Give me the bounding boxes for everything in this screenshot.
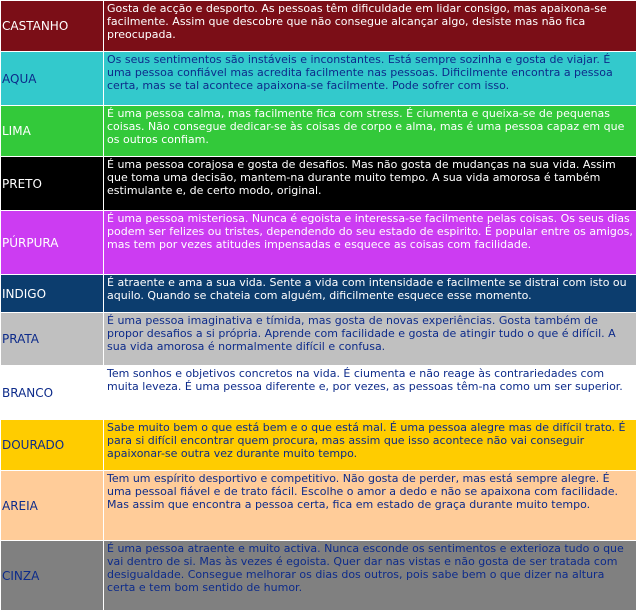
color-row bbox=[1, 471, 637, 541]
color-row bbox=[1, 106, 637, 157]
color-name-cell: DOURADO bbox=[1, 420, 104, 471]
color-name-cell: CINZA bbox=[1, 541, 104, 611]
color-row bbox=[1, 313, 637, 366]
color-description-cell: Sabe muito bem o que está bem e o que está mal. É uma pessoa alegre mas de difícil trato. É para si difícil encontrar quem procura, mas assim que isso acontece não vai conseguir apaixonar-se outra vez durante muito tempo. bbox=[104, 420, 637, 471]
color-description-cell: Tem sonhos e objetivos concretos na vida. É ciumenta e não reage às contrariedades com muita leveza. É uma pessoa diferente e, por vezes, as pessoas têm-na como um ser superior. bbox=[104, 366, 637, 420]
color-row bbox=[1, 211, 637, 275]
color-description-cell: É uma pessoa atraente e muito activa. Nunca esconde os sentimentos e exterioza tudo o que vai dentro de si. Mas às vezes é egoista. Quer dar nas vistas e não gosta de ser tratada com desigualdade. Consegue melhorar os dias dos outros, pois sabe bem o que dizer na altura certa e tem bom sentido de humor. bbox=[104, 541, 637, 611]
color-row bbox=[1, 541, 637, 611]
color-description-cell: É uma pessoa corajosa e gosta de desafios. Mas não gosta de mudanças na sua vida. Assim que toma uma decisão, mantem-na durante muito tempo. A sua vida amorosa é também estimulante e, de certo modo, original. bbox=[104, 157, 637, 211]
color-row bbox=[1, 52, 637, 106]
color-description-cell: É atraente e ama a sua vida. Sente a vida com intensidade e facilmente se distrai com isto ou aquilo. Quando se chateia com alguém, dificilmente esquece esse momento. bbox=[104, 275, 637, 313]
color-description-cell: É uma pessoa misteriosa. Nunca é egoista e interessa-se facilmente pelas coisas. Os seus dias podem ser felizes ou tristes, dependendo do seu estado de espirito. É popular entre os amigos, mas tem por vezes atitudes impensadas e esquece as coisas com facilidade. bbox=[104, 211, 637, 275]
color-description-cell: É uma pessoa imaginativa e tímida, mas gosta de novas experiências. Gosta também de propor desafios a si própria. Aprende com facilidade e gosta de atingir tudo o que é difícil. A sua vida amorosa é normalmente difícil e confusa. bbox=[104, 313, 637, 366]
color-name-cell: LIMA bbox=[1, 106, 104, 157]
color-name-cell: PRETO bbox=[1, 157, 104, 211]
color-row bbox=[1, 420, 637, 471]
color-row bbox=[1, 1, 637, 52]
color-description-cell: Gosta de acção e desporto. As pessoas têm dificuldade em lidar consigo, mas apaixona-se facilmente. Assim que descobre que não consegue alcançar algo, desiste mas não fica preocupada. bbox=[104, 1, 637, 52]
color-name-cell: BRANCO bbox=[1, 366, 104, 420]
color-name-cell: PRATA bbox=[1, 313, 104, 366]
color-name-cell: CASTANHO bbox=[1, 1, 104, 52]
color-name-cell: INDIGO bbox=[1, 275, 104, 313]
color-row bbox=[1, 157, 637, 211]
color-description-cell: Os seus sentimentos são instáveis e inconstantes. Está sempre sozinha e gosta de viajar. É uma pessoa confiável mas acredita facilmente nas pessoas. Dificilmente encontra a pessoa certa, mas se tal acontece apaixona-se facilmente. Pode sofrer com isso. bbox=[104, 52, 637, 106]
color-description-cell: Tem um espírito desportivo e competitivo. Não gosta de perder, mas está sempre alegre. É uma pessoal fiável e de trato fácil. Escolhe o amor a dedo e não se apaixona com facilidade. Mas assim que encontra a pessoa certa, fica em estado de graça durante muito tempo. bbox=[104, 471, 637, 541]
color-name-cell: AQUA bbox=[1, 52, 104, 106]
color-row bbox=[1, 275, 637, 313]
color-description-cell: É uma pessoa calma, mas facilmente fica com stress. É ciumenta e queixa-se de pequenas coisas. Não consegue dedicar-se às coisas de corpo e alma, mas é uma pessoa capaz em que os outros confiam. bbox=[104, 106, 637, 157]
color-row bbox=[1, 366, 637, 420]
color-name-cell: AREIA bbox=[1, 471, 104, 541]
table-body bbox=[1, 1, 637, 611]
color-name-cell: PÚRPURA bbox=[1, 211, 104, 275]
